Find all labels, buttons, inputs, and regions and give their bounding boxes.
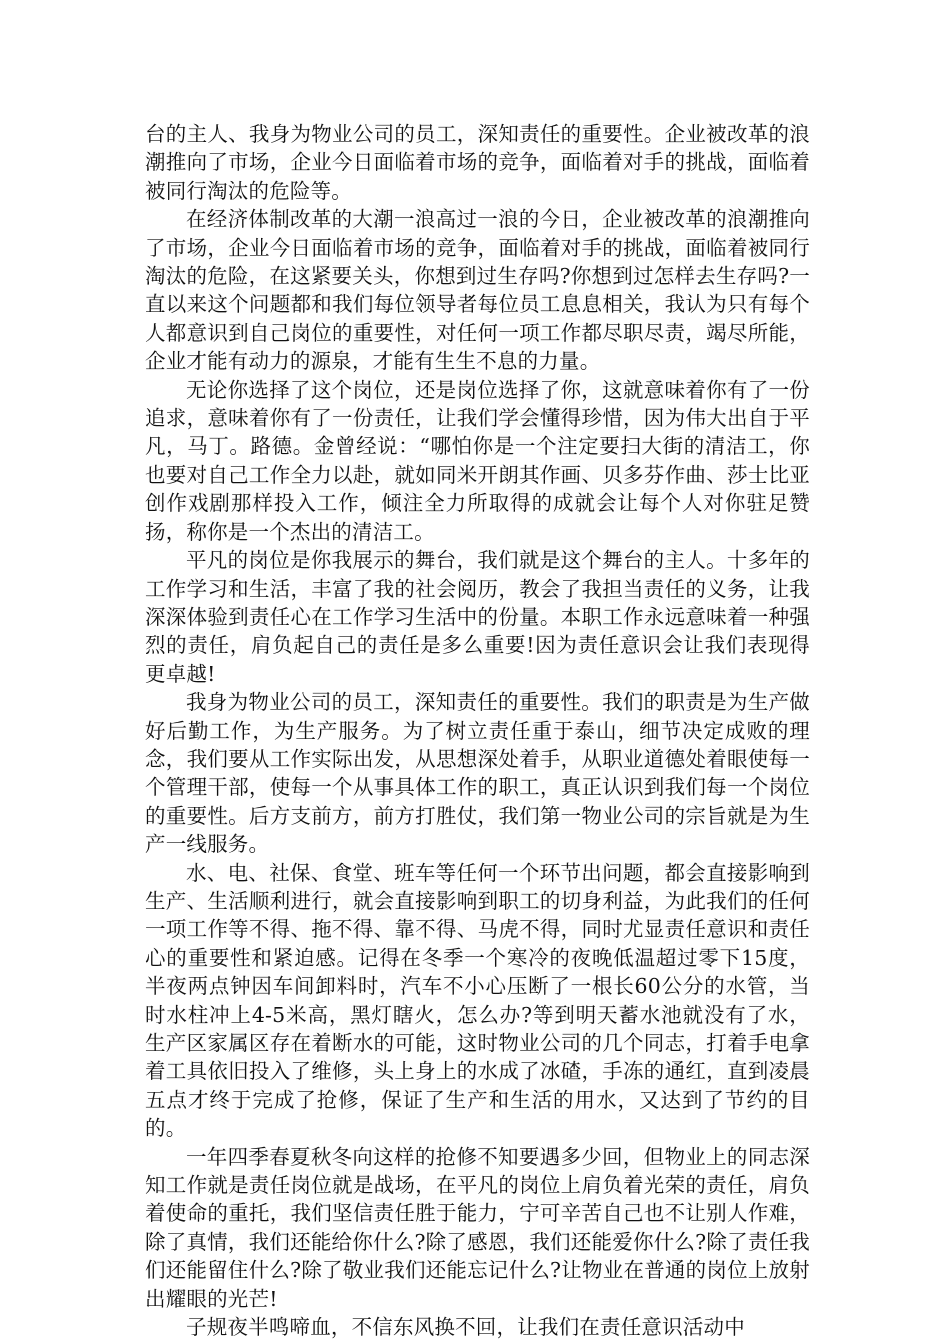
paragraph-1: 台的主人、我身为物业公司的员工，深知责任的重要性。企业被改革的浪潮推向了市场，企业今日面临着市场的竞争，面临着对手的挑战，面临着被同行淘汰的危险等。 [145, 122, 810, 203]
paragraph-4: 平凡的岗位是你我展示的舞台，我们就是这个舞台的主人。十多年的工作学习和生活，丰富了我的社会阅历，教会了我担当责任的义务，让我深深体验到责任心在工作学习生活中的份量。本职工作永远意味着一种强烈的责任，肩负起自己的责任是多么重要!因为责任意识会让我们表现得更卓越! [145, 548, 810, 686]
paragraph-3: 无论你选择了这个岗位，还是岗位选择了你，这就意味着你有了一份追求，意味着你有了一份责任，让我们学会懂得珍惜，因为伟大出自于平凡，马丁。路德。金曾经说：“哪怕你是一个注定要扫大街的清洁工，你也要对自己工作全力以赴，就如同米开朗其作画、贝多芬作曲、莎士比亚创作戏剧那样投入工作，倾注全力所取得的成就会让每个人对你驻足赞扬，称你是一个杰出的清洁工。 [145, 377, 810, 544]
paragraph-6: 水、电、社保、食堂、班车等任何一个环节出问题，都会直接影响到生产、生活顺利进行，就会直接影响到职工的切身利益，为此我们的任何一项工作等不得、拖不得、靠不得、马虎不得，同时尤显责任意识和责任心的重要性和紧迫感。记得在冬季一个寒冷的夜晚低温超过零下15度，半夜两点钟因车间卸料时，汽车不小心压断了一根长60公分的水管，当时水柱冲上4-5米高，黑灯瞎火，怎么办?等到明天蓄水池就没有了水，生产区家属区存在着断水的可能，这时物业公司的几个同志，打着手电拿着工具依旧投入了维修，头上身上的水成了冰碴，手冻的通红，直到凌晨五点才终于完成了抢修，保证了生产和生活的用水，又达到了节约的目的。 [145, 860, 810, 1141]
paragraph-5: 我身为物业公司的员工，深知责任的重要性。我们的职责是为生产做好后勤工作，为生产服务。为了树立责任重于泰山，细节决定成败的理念，我们要从工作实际出发，从思想深处着手，从职业道德处着眼使每一个管理干部，使每一个从事具体工作的职工，真正认识到我们每一个岗位的重要性。后方支前方，前方打胜仗，我们第一物业公司的宗旨就是为生产一线服务。 [145, 690, 810, 857]
paragraph-8: 子规夜半鸣啼血，不信东风换不回，让我们在责任意识活动中 [186, 1315, 745, 1340]
paragraph-2: 在经济体制改革的大潮一浪高过一浪的今日，企业被改革的浪潮推向了市场，企业今日面临着市场的竞争，面临着对手的挑战，面临着被同行淘汰的危险，在这紧要关头，你想到过生存吗?你想到过怎样去生存吗?一直以来这个问题都和我们每位领导者每位员工息息相关，我认为只有每个人都意识到自己岗位的重要性，对任何一项工作都尽职尽责，竭尽所能，企业才能有动力的源泉，才能有生生不息的力量。 [145, 207, 810, 374]
document-body [145, 120, 810, 1341]
paragraph-7: 一年四季春夏秋冬向这样的抢修不知要遇多少回，但物业上的同志深知工作就是责任岗位就是战场，在平凡的岗位上肩负着光荣的责任，肩负着使命的重托，我们坚信责任胜于能力，宁可辛苦自己也不让别人作难，除了真情，我们还能给你什么?除了感恩，我们还能爱你什么?除了责任我们还能留住什么?除了敬业我们还能忘记什么?让物业在普通的岗位上放射出耀眼的光芒! [145, 1144, 810, 1311]
